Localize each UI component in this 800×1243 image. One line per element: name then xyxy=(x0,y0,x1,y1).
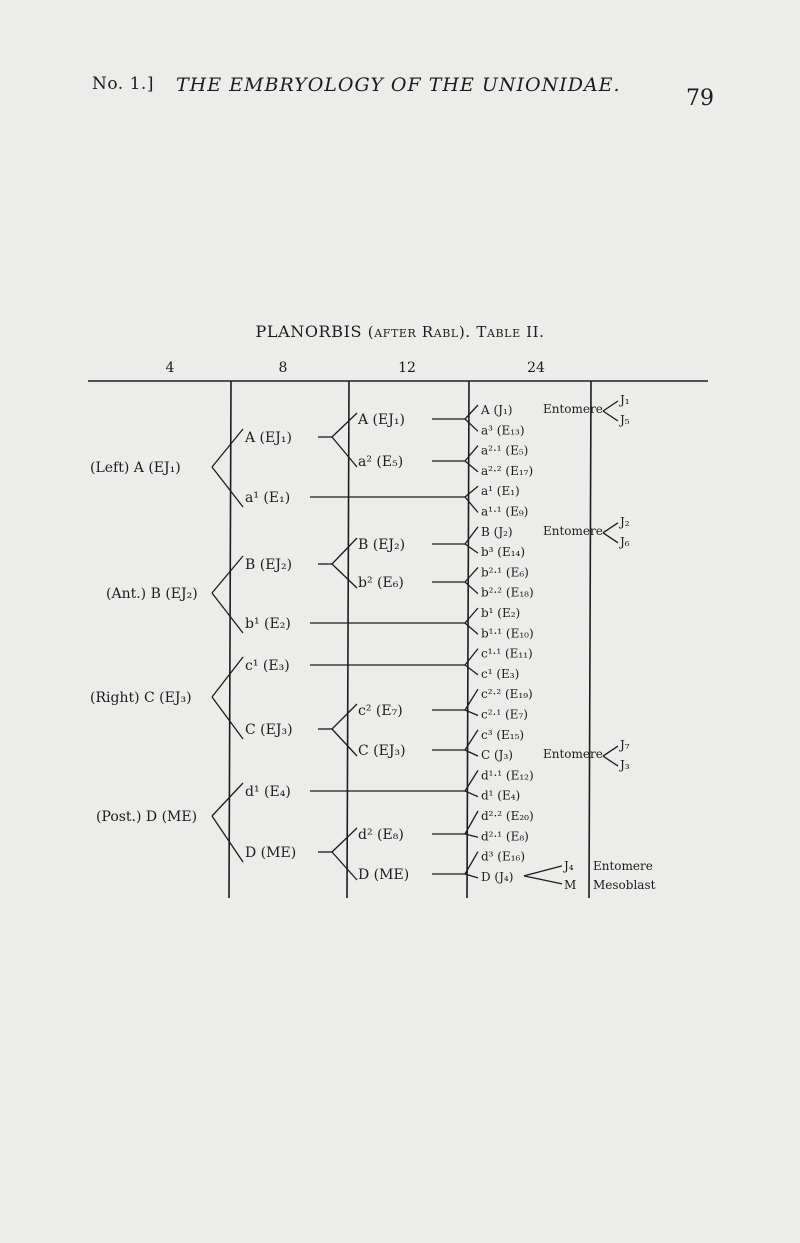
gen12-cell-4: c² (E₇) xyxy=(358,703,403,719)
gen24-cell-22: d³ (E₁₆) xyxy=(481,849,526,864)
column-header-4: 4 xyxy=(165,360,175,376)
gen24-cell-12: c¹·¹ (E₁₁) xyxy=(481,646,533,661)
entomere-fork-0-upper xyxy=(603,401,618,411)
gen8-cell-0: A (EJ₁) xyxy=(245,430,292,446)
entomere-label-2: Entomere xyxy=(543,747,603,762)
gen24-cell-3: a²·² (E₁₇) xyxy=(481,463,534,478)
final-fork-upper xyxy=(524,866,562,876)
final-m: M xyxy=(564,877,577,892)
j-lower-1: J₆ xyxy=(620,534,630,549)
divider-24-final xyxy=(589,381,591,898)
gen4-cell-2: (Right) C (EJ₃) xyxy=(90,690,192,706)
gen12-fork-3-upper xyxy=(465,567,478,582)
gen8-fork-7-upper xyxy=(332,828,357,852)
running-head-title: THE EMBRYOLOGY OF THE UNIONIDAE. xyxy=(176,74,621,96)
gen24-cell-14: c²·² (E₁₉) xyxy=(481,687,533,702)
gen8-cell-2: B (EJ₂) xyxy=(245,557,293,573)
gen12-fork-3-lower xyxy=(465,582,478,594)
j-lower-0: J₅ xyxy=(620,413,630,427)
gen8-fork-5-lower xyxy=(332,729,357,756)
gen8-cell-5: C (EJ₃) xyxy=(245,722,293,738)
gen24-cell-8: b²·¹ (E₆) xyxy=(481,565,529,580)
gen4-cell-3: (Post.) D (ME) xyxy=(96,809,198,825)
gen12-fork-0-lower xyxy=(465,419,478,431)
gen8-cell-7: D (ME) xyxy=(245,845,297,861)
gen4-fork-0-lower xyxy=(212,467,243,507)
gen12-fork-1-upper xyxy=(465,446,478,461)
gen4-fork-0-upper xyxy=(212,429,243,467)
gen12-fork-1-lower xyxy=(465,461,478,472)
gen8-pass-fork-4-upper xyxy=(465,649,478,665)
gen24-cell-23: D (J₄) xyxy=(481,869,514,884)
gen24-cell-4: a¹ (E₁) xyxy=(481,484,520,499)
gen12-cell-0: A (EJ₁) xyxy=(358,412,405,428)
divider-4-8 xyxy=(229,381,231,898)
final-j4: J₄ xyxy=(564,858,574,873)
gen4-fork-2-lower xyxy=(212,697,243,739)
j-lower-2: J₃ xyxy=(620,758,630,773)
gen4-fork-3-lower xyxy=(212,816,243,862)
entomere-label-1: Entomere xyxy=(543,523,603,538)
entomere-label-0: Entomere xyxy=(543,402,603,416)
column-header-12: 12 xyxy=(398,360,416,376)
gen12-cell-7: D (ME) xyxy=(358,867,410,883)
entomere-fork-2-lower xyxy=(603,756,618,766)
final-fork-lower xyxy=(524,876,562,884)
gen4-cell-1: (Ant.) B (EJ₂) xyxy=(106,586,198,602)
final-entomere-label: Entomere xyxy=(593,858,653,873)
gen24-cell-13: c¹ (E₃) xyxy=(481,666,520,681)
gen12-fork-2-upper xyxy=(465,527,478,544)
entomere-fork-1-upper xyxy=(603,523,618,533)
gen24-cell-19: d¹ (E₄) xyxy=(481,788,521,803)
gen24-cell-21: d²·¹ (E₈) xyxy=(481,829,529,844)
gen24-cell-6: B (J₂) xyxy=(481,524,513,539)
j-upper-2: J₇ xyxy=(620,738,630,753)
gen24-cell-11: b¹·¹ (E₁₀) xyxy=(481,626,534,641)
gen24-cell-15: c²·¹ (E₇) xyxy=(481,707,528,722)
gen8-fork-0-upper xyxy=(332,413,357,437)
gen12-fork-2-lower xyxy=(465,544,478,553)
gen12-fork-4-upper xyxy=(465,689,478,710)
gen8-cell-6: d¹ (E₄) xyxy=(245,784,291,800)
gen8-cell-1: a¹ (E₁) xyxy=(245,490,291,506)
gen4-fork-1-upper xyxy=(212,556,243,593)
final-mesoblast-label: Mesoblast xyxy=(593,877,656,892)
gen8-pass-fork-1-lower xyxy=(465,497,478,513)
gen24-cell-7: b³ (E₁₄) xyxy=(481,545,526,560)
gen24-cell-1: a³ (E₁₃) xyxy=(481,423,525,438)
gen12-cell-2: B (EJ₂) xyxy=(358,537,406,553)
gen24-cell-2: a²·¹ (E₅) xyxy=(481,443,529,458)
gen4-fork-1-lower xyxy=(212,593,243,633)
gen8-pass-fork-3-lower xyxy=(465,623,478,634)
gen4-fork-3-upper xyxy=(212,783,243,816)
gen4-fork-2-upper xyxy=(212,657,243,697)
running-head-section: No. 1.] xyxy=(92,74,154,94)
gen24-cell-16: c³ (E₁₅) xyxy=(481,727,525,742)
gen8-fork-0-lower xyxy=(332,437,357,467)
entomere-fork-0-lower xyxy=(603,411,618,421)
page-number: 79 xyxy=(686,86,714,111)
gen8-fork-2-upper xyxy=(332,538,357,564)
gen12-fork-0-upper xyxy=(465,405,478,419)
gen8-fork-2-lower xyxy=(332,564,357,588)
j-upper-0: J₁ xyxy=(620,393,630,407)
gen12-cell-1: a² (E₅) xyxy=(358,454,404,470)
gen24-cell-0: A (J₁) xyxy=(481,403,513,417)
gen24-cell-5: a¹·¹ (E₉) xyxy=(481,504,529,519)
gen24-cell-10: b¹ (E₂) xyxy=(481,606,521,620)
table-caption-number: Table II. xyxy=(476,323,545,341)
gen8-cell-4: c¹ (E₃) xyxy=(245,658,290,674)
gen12-cell-3: b² (E₆) xyxy=(358,575,404,591)
gen24-cell-17: C (J₃) xyxy=(481,748,513,763)
gen24-cell-18: d¹·¹ (E₁₂) xyxy=(481,768,534,783)
gen12-cell-6: d² (E₈) xyxy=(358,827,404,843)
gen8-fork-7-lower xyxy=(332,852,357,880)
gen8-pass-fork-3-upper xyxy=(465,608,478,623)
gen8-cell-3: b¹ (E₂) xyxy=(245,616,291,632)
gen24-cell-9: b²·² (E₁₈) xyxy=(481,585,534,600)
table-caption-after: (after Rabl). xyxy=(367,323,471,341)
gen8-fork-5-upper xyxy=(332,704,357,729)
divider-8-12 xyxy=(347,381,349,898)
gen8-pass-fork-1-upper xyxy=(465,486,478,497)
gen24-cell-20: d²·² (E₂₀) xyxy=(481,809,534,823)
entomere-fork-1-lower xyxy=(603,533,618,543)
gen8-pass-fork-4-lower xyxy=(465,665,478,675)
table-caption-main: PLANORBIS xyxy=(255,322,363,341)
entomere-fork-2-upper xyxy=(603,746,618,756)
gen4-cell-0: (Left) A (EJ₁) xyxy=(90,460,181,476)
column-header-8: 8 xyxy=(278,360,288,376)
column-header-24: 24 xyxy=(527,360,545,376)
gen12-cell-5: C (EJ₃) xyxy=(358,743,406,759)
j-upper-1: J₂ xyxy=(620,514,630,529)
